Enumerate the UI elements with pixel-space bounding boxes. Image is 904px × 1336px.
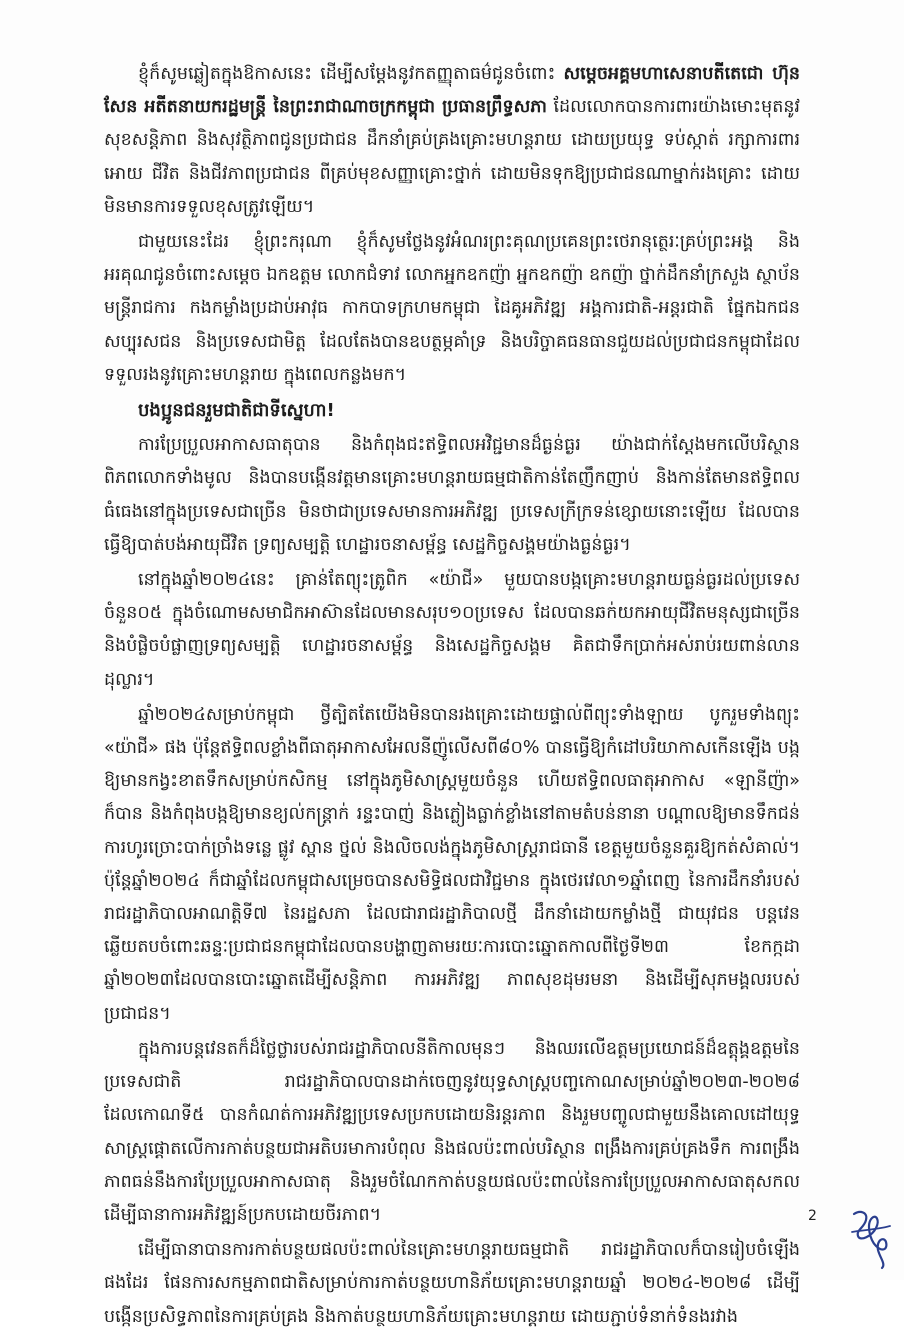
paragraph-gratitude-hun-sen [104,58,800,224]
paragraph-text: ខ្ញុំក៏សូមឆ្លៀតក្នុងឱកាសនេះ ដើម្បីសម្តែងនូវកតញ្ញុតាធម៌ជូនចំពោះ [138,64,564,84]
paragraph-text: ជាមួយនេះដែរ ខ្ញុំព្រះករុណា ខ្ញុំក៏សូមថ្លែងនូវអំណរព្រះគុណប្រគេនព្រះថេរានុត្ថេរៈគ្រប់ព្រះអង្គ និងអរគុណជូនចំពោះសម្តេច ឯកឧត្តម លោកជំទាវ លោកអ្នកឧកញ៉ា អ្នកឧកញ៉ា ឧកញ៉ា ថ្នាក់ដឹកនាំក្រសួង ស្ថាប័ន មន្ត្រីរាជការ កងកម្លាំងប្រដាប់អាវុធ កាកបាទក្រហមកម្ពុជា ដៃគូអភិវឌ្ឍ អង្គការជាតិ-អន្តរជាតិ ផ្នែកឯកជន សប្បុរសជន និងប្រទេសជាមិត្ត ដែលតែងបានឧបត្ថម្ភគាំទ្រ និងបរិច្ចាគធនធានជួយដល់ប្រជាជនកម្ពុជាដែលទទួលរងនូវគ្រោះមហន្តរាយ ក្នុងពេលកន្លងមក។ [104,232,800,385]
page-number: 2 [808,1208,817,1224]
initials-signature-icon [846,1206,896,1270]
paragraph-cambodia-2024 [104,699,800,1031]
paragraph-text: ក្នុងការបន្តវេនតក៏ដ៏ថ្លៃថ្លារបស់រាជរដ្ឋាភិបាលនីតិកាលមុនៗ និងឈរលើឧត្តមប្រយោជន៍ដ៏ឧត្តុង្គឧត្តមនៃប្រទេសជាតិ រាជរដ្ឋាភិបាលបានដាក់ចេញនូវយុទ្ធសាស្ត្របញ្ចកោណសម្រាប់ឆ្នាំ២០២៣-២០២៨ ដែលកោណទី៥ បានកំណត់ការអភិវឌ្ឍប្រទេសប្រកបដោយនិរន្តរភាព និងរួមបញ្ចូលជាមួយនឹងគោលដៅយុទ្ធសាស្ត្រផ្តោតលើការកាត់បន្ថយជាអតិបរមាការបំពុល និងផលប៉ះពាល់បរិស្ថាន ពង្រឹងការគ្រប់គ្រងទឹក ការពង្រឹងភាពធន់នឹងការប្រែប្រួលអាកាសធាតុ និងរួមចំណែកកាត់បន្ថយផលប៉ះពាល់នៃការប្រែប្រួលអាកាសធាតុសកល ដើម្បីធានាការអភិវឌ្ឍន៍ប្រកបដោយចីរភាព។ [104,1038,800,1225]
paragraph-text: នៅក្នុងឆ្នាំ២០២៤នេះ គ្រាន់តែព្យុះត្រូពិក «យ៉ាជី» មួយបានបង្កគ្រោះមហន្តរាយធ្ងន់ធ្ងរដល់ប្រទេសចំនួន០៥ ក្នុងចំណោមសមាជិកអាស៊ានដែលមានសរុប១០ប្រទេស ដែលបានឆក់យកអាយុជីវិតមនុស្សជាច្រើន និងបំផ្លិចបំផ្លាញទ្រព្យសម្បត្តិ ហេដ្ឋារចនាសម្ព័ន្ធ និងសេដ្ឋកិច្ចសង្គម គិតជាទឹកប្រាក់អស់រាប់រយពាន់លានដុល្លារ។ [104,570,800,690]
section-heading-salutation [104,394,800,427]
paragraph-text: ឆ្នាំ២០២៤សម្រាប់កម្ពុជា ថ្វីត្បិតតែយើងមិនបានរងគ្រោះដោយផ្ទាល់ពីព្យុះទាំងឡាយ បូករួមទាំងព្យុះ «យ៉ាជី» ផង ប៉ុន្តែឥទ្ធិពលខ្លាំងពីធាតុអាកាសអែលនីញ៉ូលើសពី៨០% បានធ្វើឱ្យកំដៅបរិយាកាសកើនឡើង បង្កឱ្យមានកង្វះខាតទឹកសម្រាប់កសិកម្ម នៅក្នុងភូមិសាស្ត្រមួយចំនួន ហើយឥទ្ធិពលធាតុអាកាស «ឡានីញ៉ា» ក៏បាន និងកំពុងបង្កឱ្យមានខ្យល់កន្ត្រាក់ រន្ទះបាញ់ និងភ្លៀងធ្លាក់ខ្លាំងនៅតាមតំបន់នានា បណ្តាលឱ្យមានទឹកជន់ការហូរច្រោះបាក់ច្រាំងទន្លេ ផ្លូវ ស្ពាន ថ្នល់ និងលិចលង់ក្នុងភូមិសាស្ត្ររាជធានី ខេត្តមួយចំនួនគួរឱ្យកត់សំគាល់។ ប៉ុន្តែឆ្នាំ២០២៤ ក៏ជាឆ្នាំដែលកម្ពុជាសម្រេចបានសមិទ្ធិផលជាវិជ្ជមាន ក្នុងថេរវេលា១ឆ្នាំពេញ នៃការដឹកនាំរបស់រាជរដ្ឋាភិបាលអាណត្តិទី៧ នៃរដ្ឋសភា ដែលជារាជរដ្ឋាភិបាលថ្មី ដឹកនាំដោយកម្លាំងថ្មី ជាយុវជន បន្តវេនឆ្លើយតបចំពោះឆន្ទៈប្រជាជនកម្ពុជាដែលបានបង្ហាញតាមរយៈការបោះឆ្នោតកាលពីថ្ងៃទី២៣ ខែកក្កដា ឆ្នាំ២០២៣ដែលបានបោះឆ្នោតដើម្បីសន្តិភាព ការអភិវឌ្ឍ ភាពសុខដុមរមនា និងដើម្បីសុភមង្គលរបស់ប្រជាជន។ [104,704,800,1024]
paragraph-pentagonal-strategy [104,1033,800,1232]
paragraph-thanks-partners [104,226,800,392]
paragraph-text: ការប្រែប្រួលអាកាសធាតុបាន និងកំពុងជះឥទ្ធិពលអវិជ្ជមានដ៏ធ្ងន់ធ្ងរ យ៉ាងជាក់ស្តែងមកលើបរិស្ថានពិភពលោកទាំងមូល និងបានបង្កើនវត្តមានគ្រោះមហន្តរាយធម្មជាតិកាន់តែញឹកញាប់ និងកាន់តែមានឥទ្ធិពលធំធេងនៅក្នុងប្រទេសជាច្រើន មិនថាជាប្រទេសមានការអភិវឌ្ឍ ប្រទេសក្រីក្រទន់ខ្សោយនោះឡើយ ដែលបានធ្វើឱ្យបាត់បង់អាយុជីវិត ទ្រព្យសម្បត្តិ ហេដ្ឋារចនាសម្ព័ន្ធ សេដ្ឋកិច្ចសង្គមយ៉ាងធ្ងន់ធ្ងរ។ [104,435,800,555]
heading-text: បងប្អូនជនរួមជាតិជាទីស្នេហា! [138,400,335,422]
paragraph-disaster-risk-plan [104,1234,800,1334]
paragraph-text: ដើម្បីធានាបានការកាត់បន្ថយផលប៉ះពាល់នៃគ្រោះមហន្តរាយធម្មជាតិ រាជរដ្ឋាភិបាលក៏បានរៀបចំឡើងផងដែរ ផែនការសកម្មភាពជាតិសម្រាប់ការកាត់បន្ថយហានិភ័យគ្រោះមហន្តរាយឆ្នាំ ២០២៤-២០២៨ ដើម្បីបង្កើនប្រសិទ្ធភាពនៃការគ្រប់គ្រង និងកាត់បន្ថយហានិភ័យគ្រោះមហន្តរាយ ដោយភ្ជាប់ទំនាក់ទំនងរវាង [104,1240,800,1327]
paragraph-typhoon-yagi [104,564,800,697]
document-body [104,58,800,1336]
paragraph-climate-change [104,429,800,562]
honoree-name-title: សម្តេចអគ្គមហាសេនាបតីតេជោ ហ៊ុន សែន អតីតនាយករដ្ឋមន្ត្រី នៃព្រះរាជាណាចក្រកម្ពុជា ប្រធានព្រឹទ្ធសភា [104,64,800,118]
paragraph-text: ដែលលោកបានការពារយ៉ាងមោះមុតនូវសុខសន្តិភាព និងសុវត្ថិភាពជូនប្រជាជន ដឹកនាំគ្រប់គ្រងគ្រោះមហន្តរាយ ដោយប្រយុទ្ធ ទប់ស្កាត់ រក្សាការពារអោយ ជីវិត និងជីវភាពប្រជាជន ពីគ្រប់មុខសញ្ញាគ្រោះថ្នាក់ ដោយមិនទុកឱ្យប្រជាជនណាម្នាក់រងគ្រោះ ដោយមិនមានការទទួលខុសត្រូវឡើយ។ [104,97,800,217]
